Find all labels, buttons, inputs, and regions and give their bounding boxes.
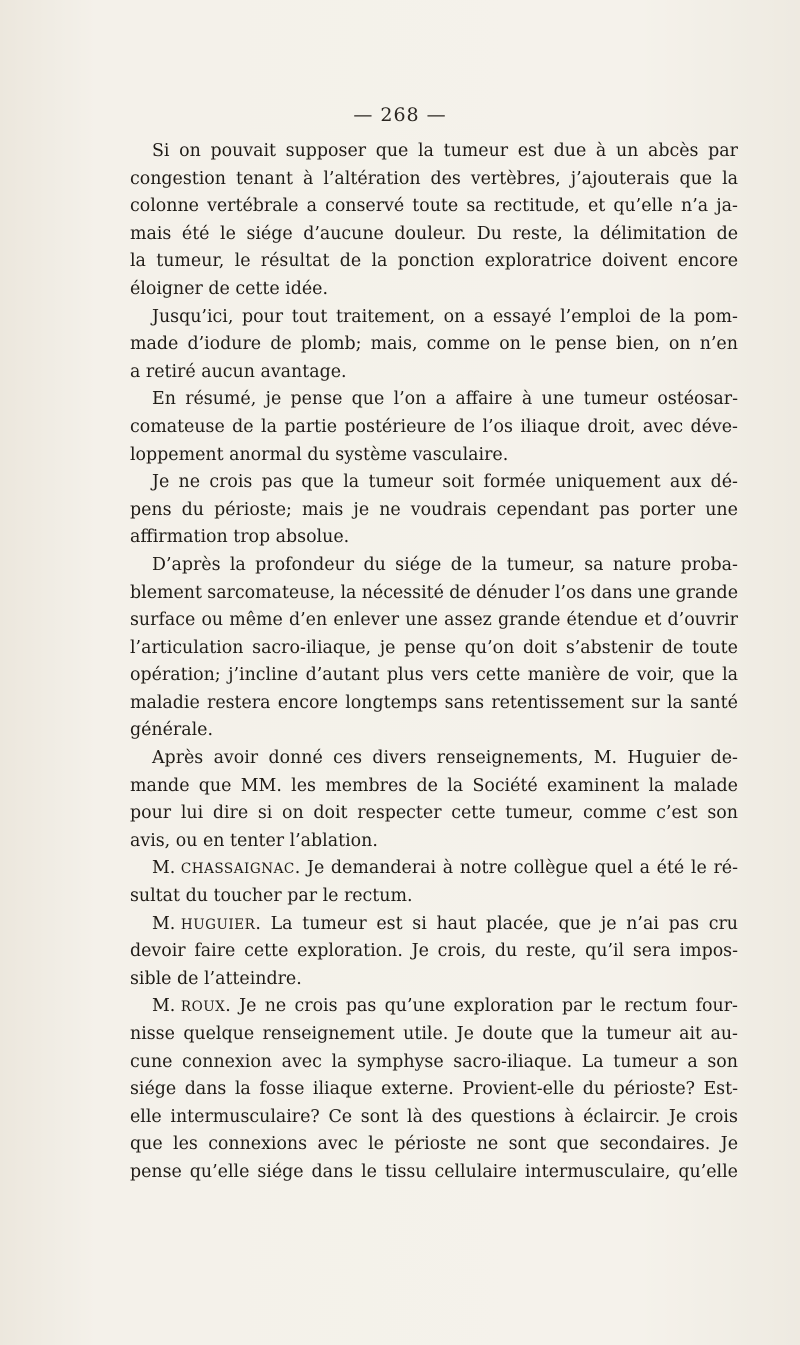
text-line: M. ROUX. Je ne crois pas qu’une exploration par le rectum four-	[130, 993, 738, 1021]
text-line: loppement anormal du système vasculaire.	[130, 444, 509, 465]
text-line: Jusqu’ici, pour tout traitement, on a essayé l’emploi de la pom-	[152, 306, 738, 327]
text-line: made d’iodure de plomb; mais, comme on le pense bien, on n’en	[130, 334, 738, 355]
speaker-name: M. CHASSAIGNAC.	[152, 858, 301, 879]
text-line: D’après la profondeur du siége de la tumeur, sa nature proba-	[152, 554, 738, 575]
text-line: affirmation trop absolue.	[130, 527, 350, 548]
text-line: opération; j’incline d’autant plus vers cette manière de voir, que la	[130, 665, 738, 686]
text-line: éloigner de cette idée.	[130, 278, 328, 299]
text-line: sible de l’atteindre.	[130, 968, 302, 989]
text-line: la tumeur, le résultat de la ponction exploratrice doivent encore	[130, 251, 738, 272]
text-line: Après avoir donné ces divers renseignements, M. Huguier de-	[152, 748, 738, 769]
text-line: En résumé, je pense que l’on a affaire à une tumeur ostéosar-	[152, 389, 738, 410]
page-number: — 268 —	[353, 104, 447, 126]
text-line: mande que MM. les membres de la Société examinent la malade	[130, 775, 738, 796]
speaker-name: M. ROUX.	[152, 996, 231, 1017]
text-line: maladie restera encore longtemps sans retentissement sur la santé	[130, 692, 738, 713]
text-line: devoir faire cette exploration. Je crois, du reste, qu’il sera impos-	[130, 941, 738, 962]
text-line: que les connexions avec le périoste ne sont que secondaires. Je	[130, 1134, 738, 1155]
text-line: blement sarcomateuse, la nécessité de dénuder l’os dans une grande	[130, 582, 738, 603]
text-line: a retiré aucun avantage.	[130, 361, 347, 382]
text-line: M. CHASSAIGNAC. Je demanderai à notre collègue quel a été le ré-	[130, 855, 738, 883]
speaker-name: M. HUGUIER.	[152, 913, 261, 934]
text-line: pense qu’elle siége dans le tissu cellulaire intermusculaire, qu’elle	[130, 1161, 738, 1182]
text-line: pour lui dire si on doit respecter cette tumeur, comme c’est son	[130, 803, 738, 824]
text-line: siége dans la fosse iliaque externe. Provient-elle du périoste? Est-	[130, 1079, 738, 1100]
text-line: Je ne crois pas que la tumeur soit formée uniquement aux dé-	[152, 472, 738, 493]
text-line: colonne vertébrale a conservé toute sa rectitude, et qu’elle n’a ja-	[130, 196, 738, 217]
text-line: pens du périoste; mais je ne voudrais cependant pas porter une	[130, 499, 738, 520]
text-line: comateuse de la partie postérieure de l’os iliaque droit, avec déve-	[130, 416, 738, 437]
text-line: M. HUGUIER. La tumeur est si haut placée, que je n’ai pas cru	[130, 911, 738, 939]
text-line: Si on pouvait supposer que la tumeur est due à un abcès par	[152, 141, 738, 161]
text-line: cune connexion avec la symphyse sacro-iliaque. La tumeur a son	[130, 1051, 738, 1072]
text-line: avis, ou en tenter l’ablation.	[130, 830, 378, 851]
text-line: l’articulation sacro-iliaque, je pense qu’on doit s’abstenir de toute	[130, 637, 738, 658]
text-line: générale.	[130, 720, 213, 741]
text-line: elle intermusculaire? Ce sont là des questions à éclaircir. Je crois	[130, 1106, 738, 1127]
text-line: mais été le siége d’aucune douleur. Du reste, la délimitation de	[130, 223, 738, 244]
text-line: nisse quelque renseignement utile. Je doute que la tumeur ait au-	[130, 1024, 738, 1044]
text-line: sultat du toucher par le rectum.	[130, 886, 413, 907]
body-text	[130, 138, 738, 1187]
text-line: congestion tenant à l’altération des vertèbres, j’ajouterais que la	[130, 168, 738, 189]
text-line: surface ou même d’en enlever une assez grande étendue et d’ouvrir	[130, 610, 738, 631]
